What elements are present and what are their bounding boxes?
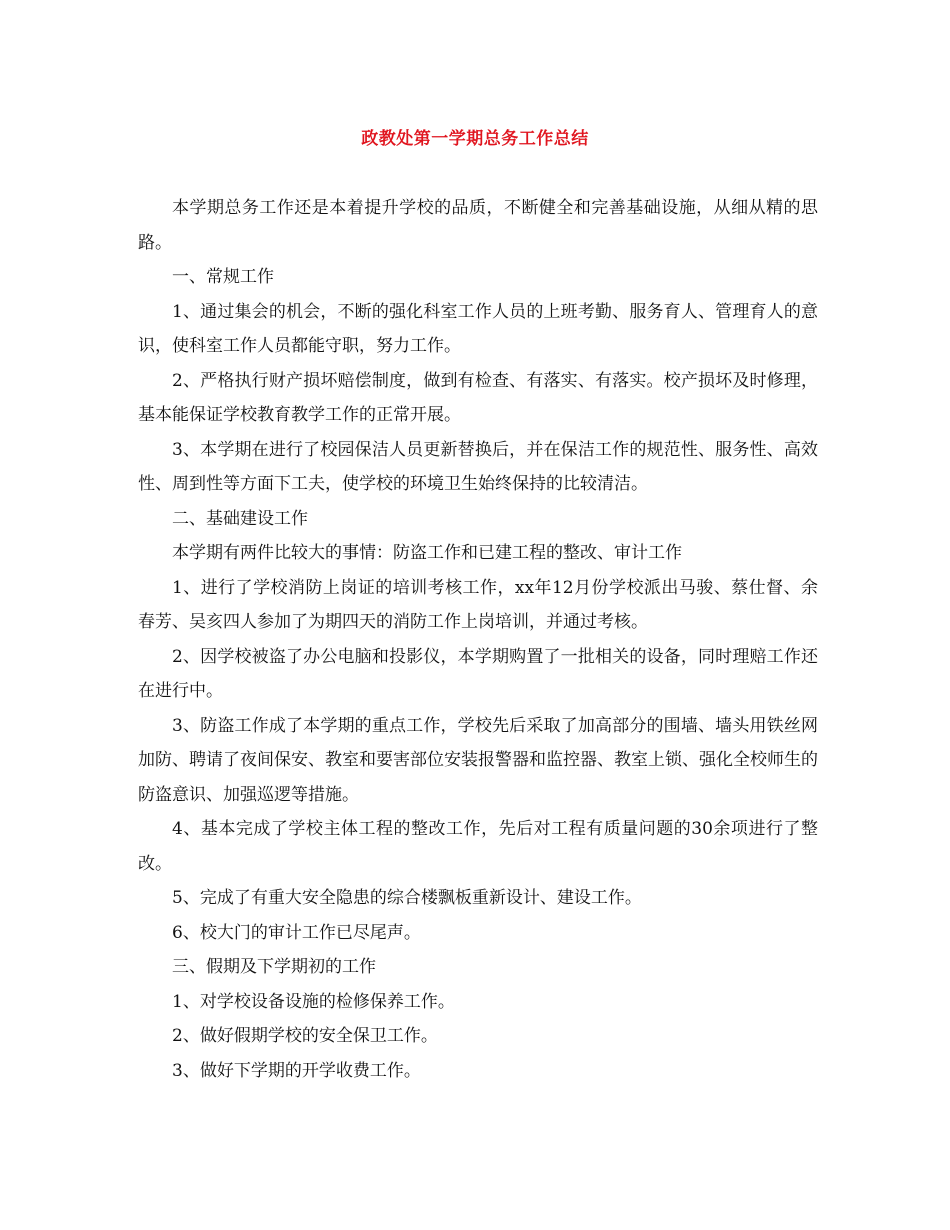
paragraph: 1、进行了学校消防上岗证的培训考核工作，xx年12月份学校派出马骏、蔡仕督、余春芳、吴亥四人参加了为期四天的消防工作上岗培训，并通过考核。: [138, 577, 818, 632]
section-heading-holiday-work: 三、假期及下学期初的工作: [172, 957, 376, 977]
section-heading-infrastructure: 二、基础建设工作: [172, 508, 308, 529]
paragraph: 2、严格执行财产损坏赔偿制度，做到有检查、有落实、有落实。校产损坏及时修理，基本能保证学校教育教学工作的正常开展。: [138, 370, 818, 425]
paragraph: 1、对学校设备设施的检修保养工作。: [172, 991, 455, 1012]
paragraph: 2、做好假期学校的安全保卫工作。: [172, 1026, 438, 1046]
intro-paragraph: 本学期总务工作还是本着提升学校的品质，不断健全和完善基础设施，从细从精的思路。: [138, 198, 818, 253]
paragraph: 3、防盗工作成了本学期的重点工作，学校先后采取了加高部分的围墙、墙头用铁丝网加防、聘请了夜间保安、教室和要害部位安装报警器和监控器、教室上锁、强化全校师生的防盗意识、加强巡逻等措施。: [138, 715, 818, 805]
paragraph: 6、校大门的审计工作已尽尾声。: [172, 922, 421, 943]
document-body: [138, 191, 818, 1088]
paragraph: 1、通过集会的机会，不断的强化科室工作人员的上班考勤、服务育人、管理育人的意识，使科室工作人员都能守职，努力工作。: [138, 301, 818, 356]
document-title: 政教处第一学期总务工作总结: [361, 129, 589, 149]
paragraph: 3、做好下学期的开学收费工作。: [172, 1060, 421, 1081]
paragraph: 3、本学期在进行了校园保洁人员更新替换后，并在保洁工作的规范性、服务性、高效性、周到性等方面下工夫，使学校的环境卫生始终保持的比较清洁。: [138, 439, 818, 494]
paragraph: 本学期有两件比较大的事情：防盗工作和已建工程的整改、审计工作: [172, 543, 682, 563]
paragraph: 5、完成了有重大安全隐患的综合楼飘板重新设计、建设工作。: [172, 888, 642, 908]
paragraph: 2、因学校被盗了办公电脑和投影仪，本学期购置了一批相关的设备，同时理赔工作还在进行中。: [138, 646, 818, 701]
paragraph: 4、基本完成了学校主体工程的整改工作，先后对工程有质量问题的30余项进行了整改。: [138, 819, 818, 874]
section-heading-routine-work: 一、常规工作: [172, 267, 274, 287]
